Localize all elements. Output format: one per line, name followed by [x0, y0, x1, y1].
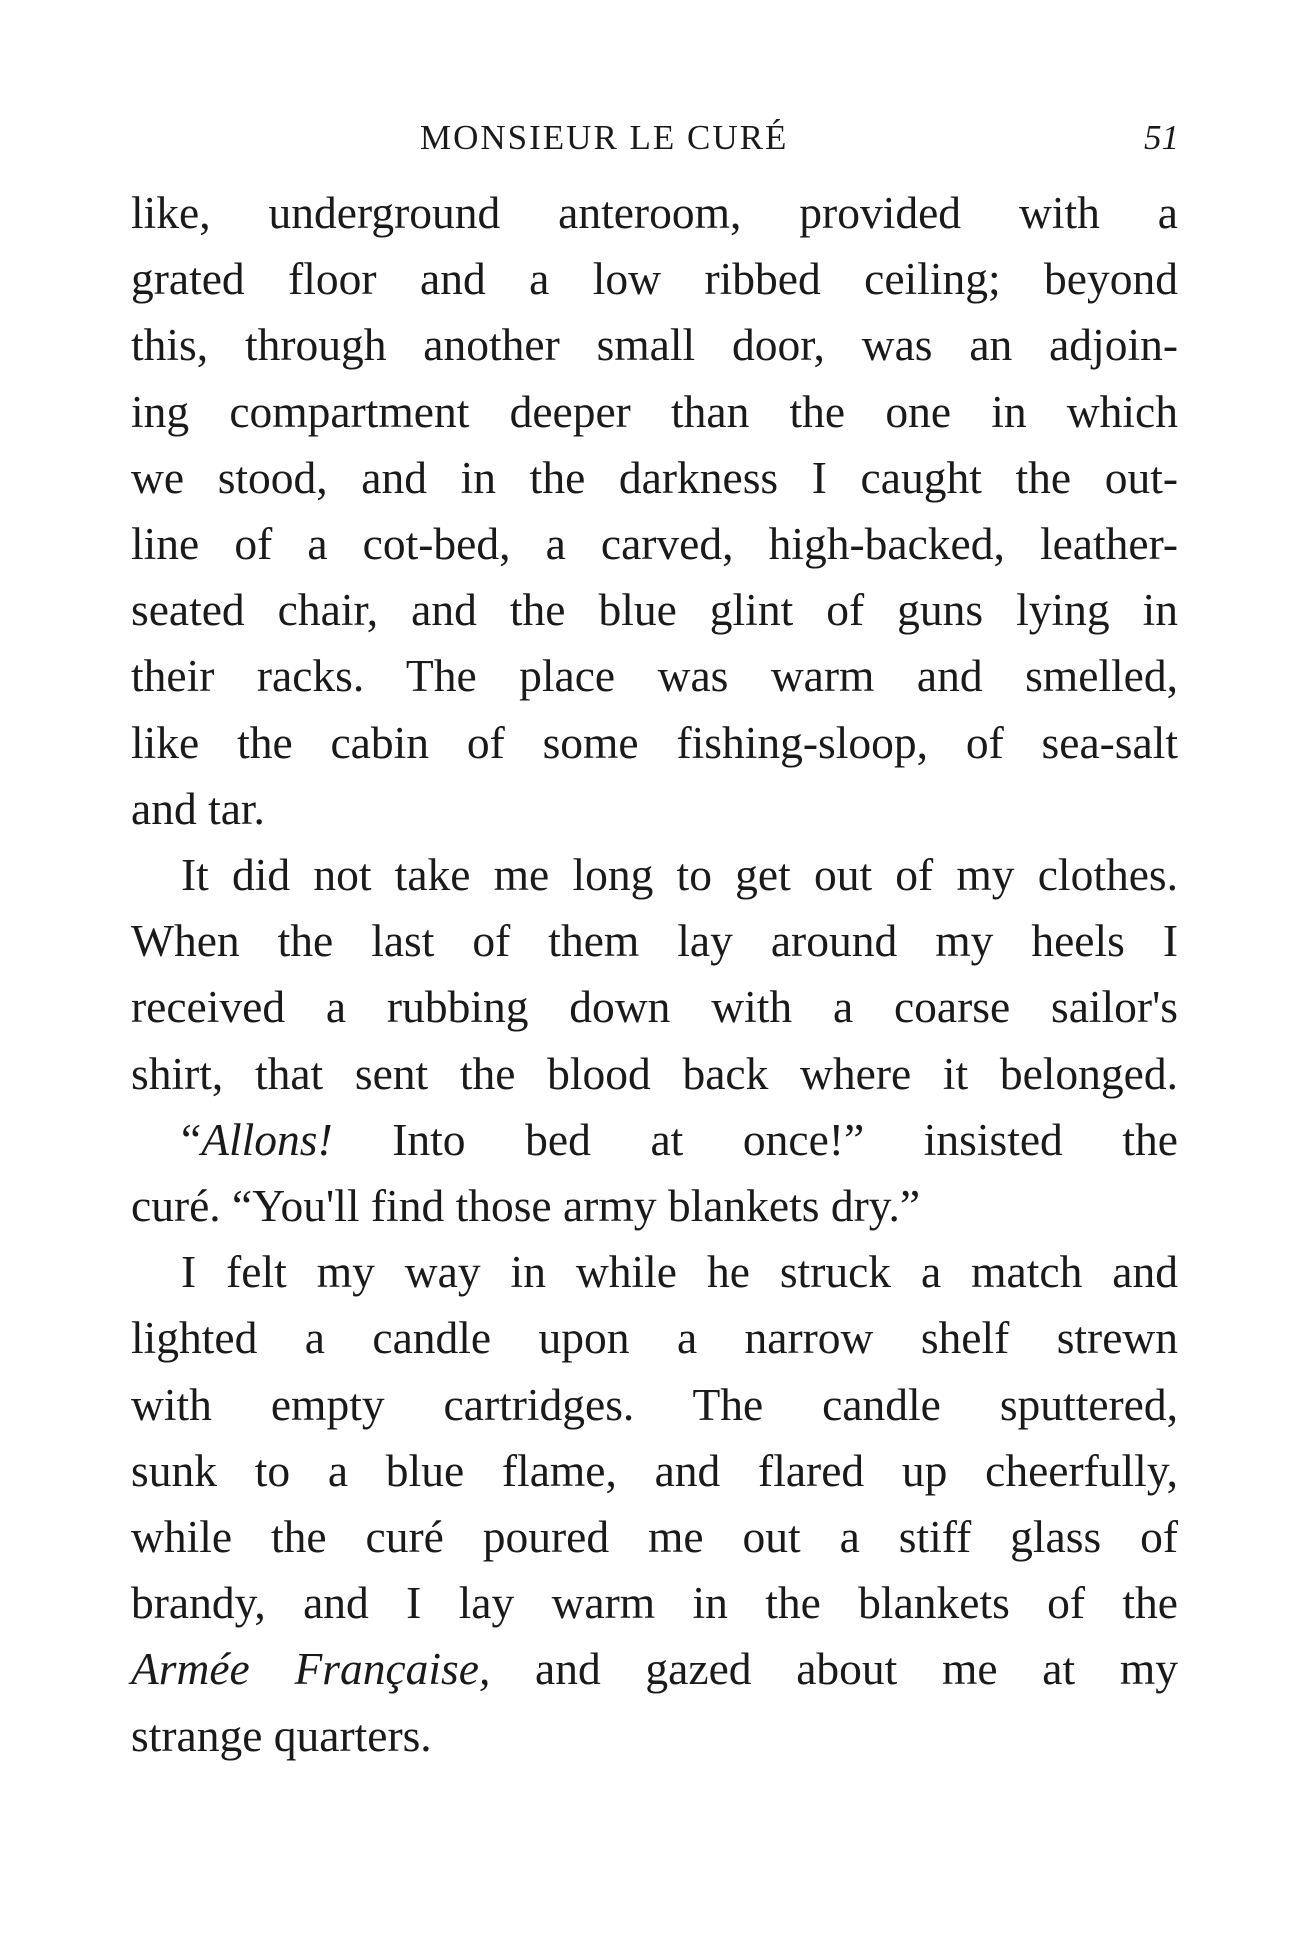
paragraph-3 — [131, 1107, 1178, 1239]
text-line: received a rubbing down with a coarse sailor's — [131, 981, 1178, 1033]
text-line: grated floor and a low ribbed ceiling; beyond — [131, 253, 1178, 305]
text-segment: Into bed at once!” insisted the — [332, 1113, 1178, 1165]
text-line: seated chair, and the blue glint of guns lying in — [131, 584, 1178, 636]
paragraph-2 — [131, 842, 1178, 1107]
text-line: line of a cot-bed, a carved, high-backed, leather- — [131, 518, 1178, 570]
text-line: lighted a candle upon a narrow shelf strewn — [131, 1312, 1178, 1364]
paragraph-4 — [131, 1239, 1178, 1769]
text-line: brandy, and I lay warm in the blankets of the — [131, 1577, 1178, 1629]
text-line: while the curé poured me out a stiff glass of — [131, 1511, 1178, 1563]
italic-phrase: Armée Française, — [131, 1643, 491, 1695]
text-line: shirt, that sent the blood back where it belonged. — [131, 1047, 1178, 1099]
paragraph-1 — [131, 180, 1178, 842]
text-line — [131, 1107, 1178, 1173]
text-line: I felt my way in while he struck a match and — [181, 1246, 1178, 1298]
text-line: and tar. — [131, 782, 265, 834]
text-line: sunk to a blue flame, and flared up cheerfully, — [131, 1444, 1178, 1496]
text-line: ing compartment deeper than the one in which — [131, 385, 1178, 437]
open-quote: “ — [181, 1113, 202, 1165]
text-line: strange quarters. — [131, 1709, 432, 1761]
text-line: When the last of them lay around my heels I — [131, 915, 1178, 967]
text-line: their racks. The place was warm and smelled, — [131, 650, 1178, 702]
text-segment: and gazed about me at my — [490, 1643, 1178, 1695]
text-line: curé. “You'll find those army blankets dry.” — [131, 1180, 921, 1232]
text-line: we stood, and in the darkness I caught the out- — [131, 451, 1178, 503]
text-line: It did not take me long to get out of my clothes. — [181, 849, 1178, 901]
body-text — [131, 180, 1178, 1769]
running-title: MONSIEUR LE CURÉ — [420, 118, 789, 157]
text-line: like, underground anteroom, provided with a — [131, 187, 1178, 238]
text-line: like the cabin of some fishing-sloop, of sea-salt — [131, 716, 1178, 768]
text-line: this, through another small door, was an adjoin- — [131, 319, 1178, 371]
page-number: 51 — [1144, 118, 1179, 157]
italic-phrase: Allons! — [201, 1113, 333, 1165]
text-line — [131, 1636, 1178, 1702]
text-line: with empty cartridges. The candle sputtered, — [131, 1378, 1178, 1430]
